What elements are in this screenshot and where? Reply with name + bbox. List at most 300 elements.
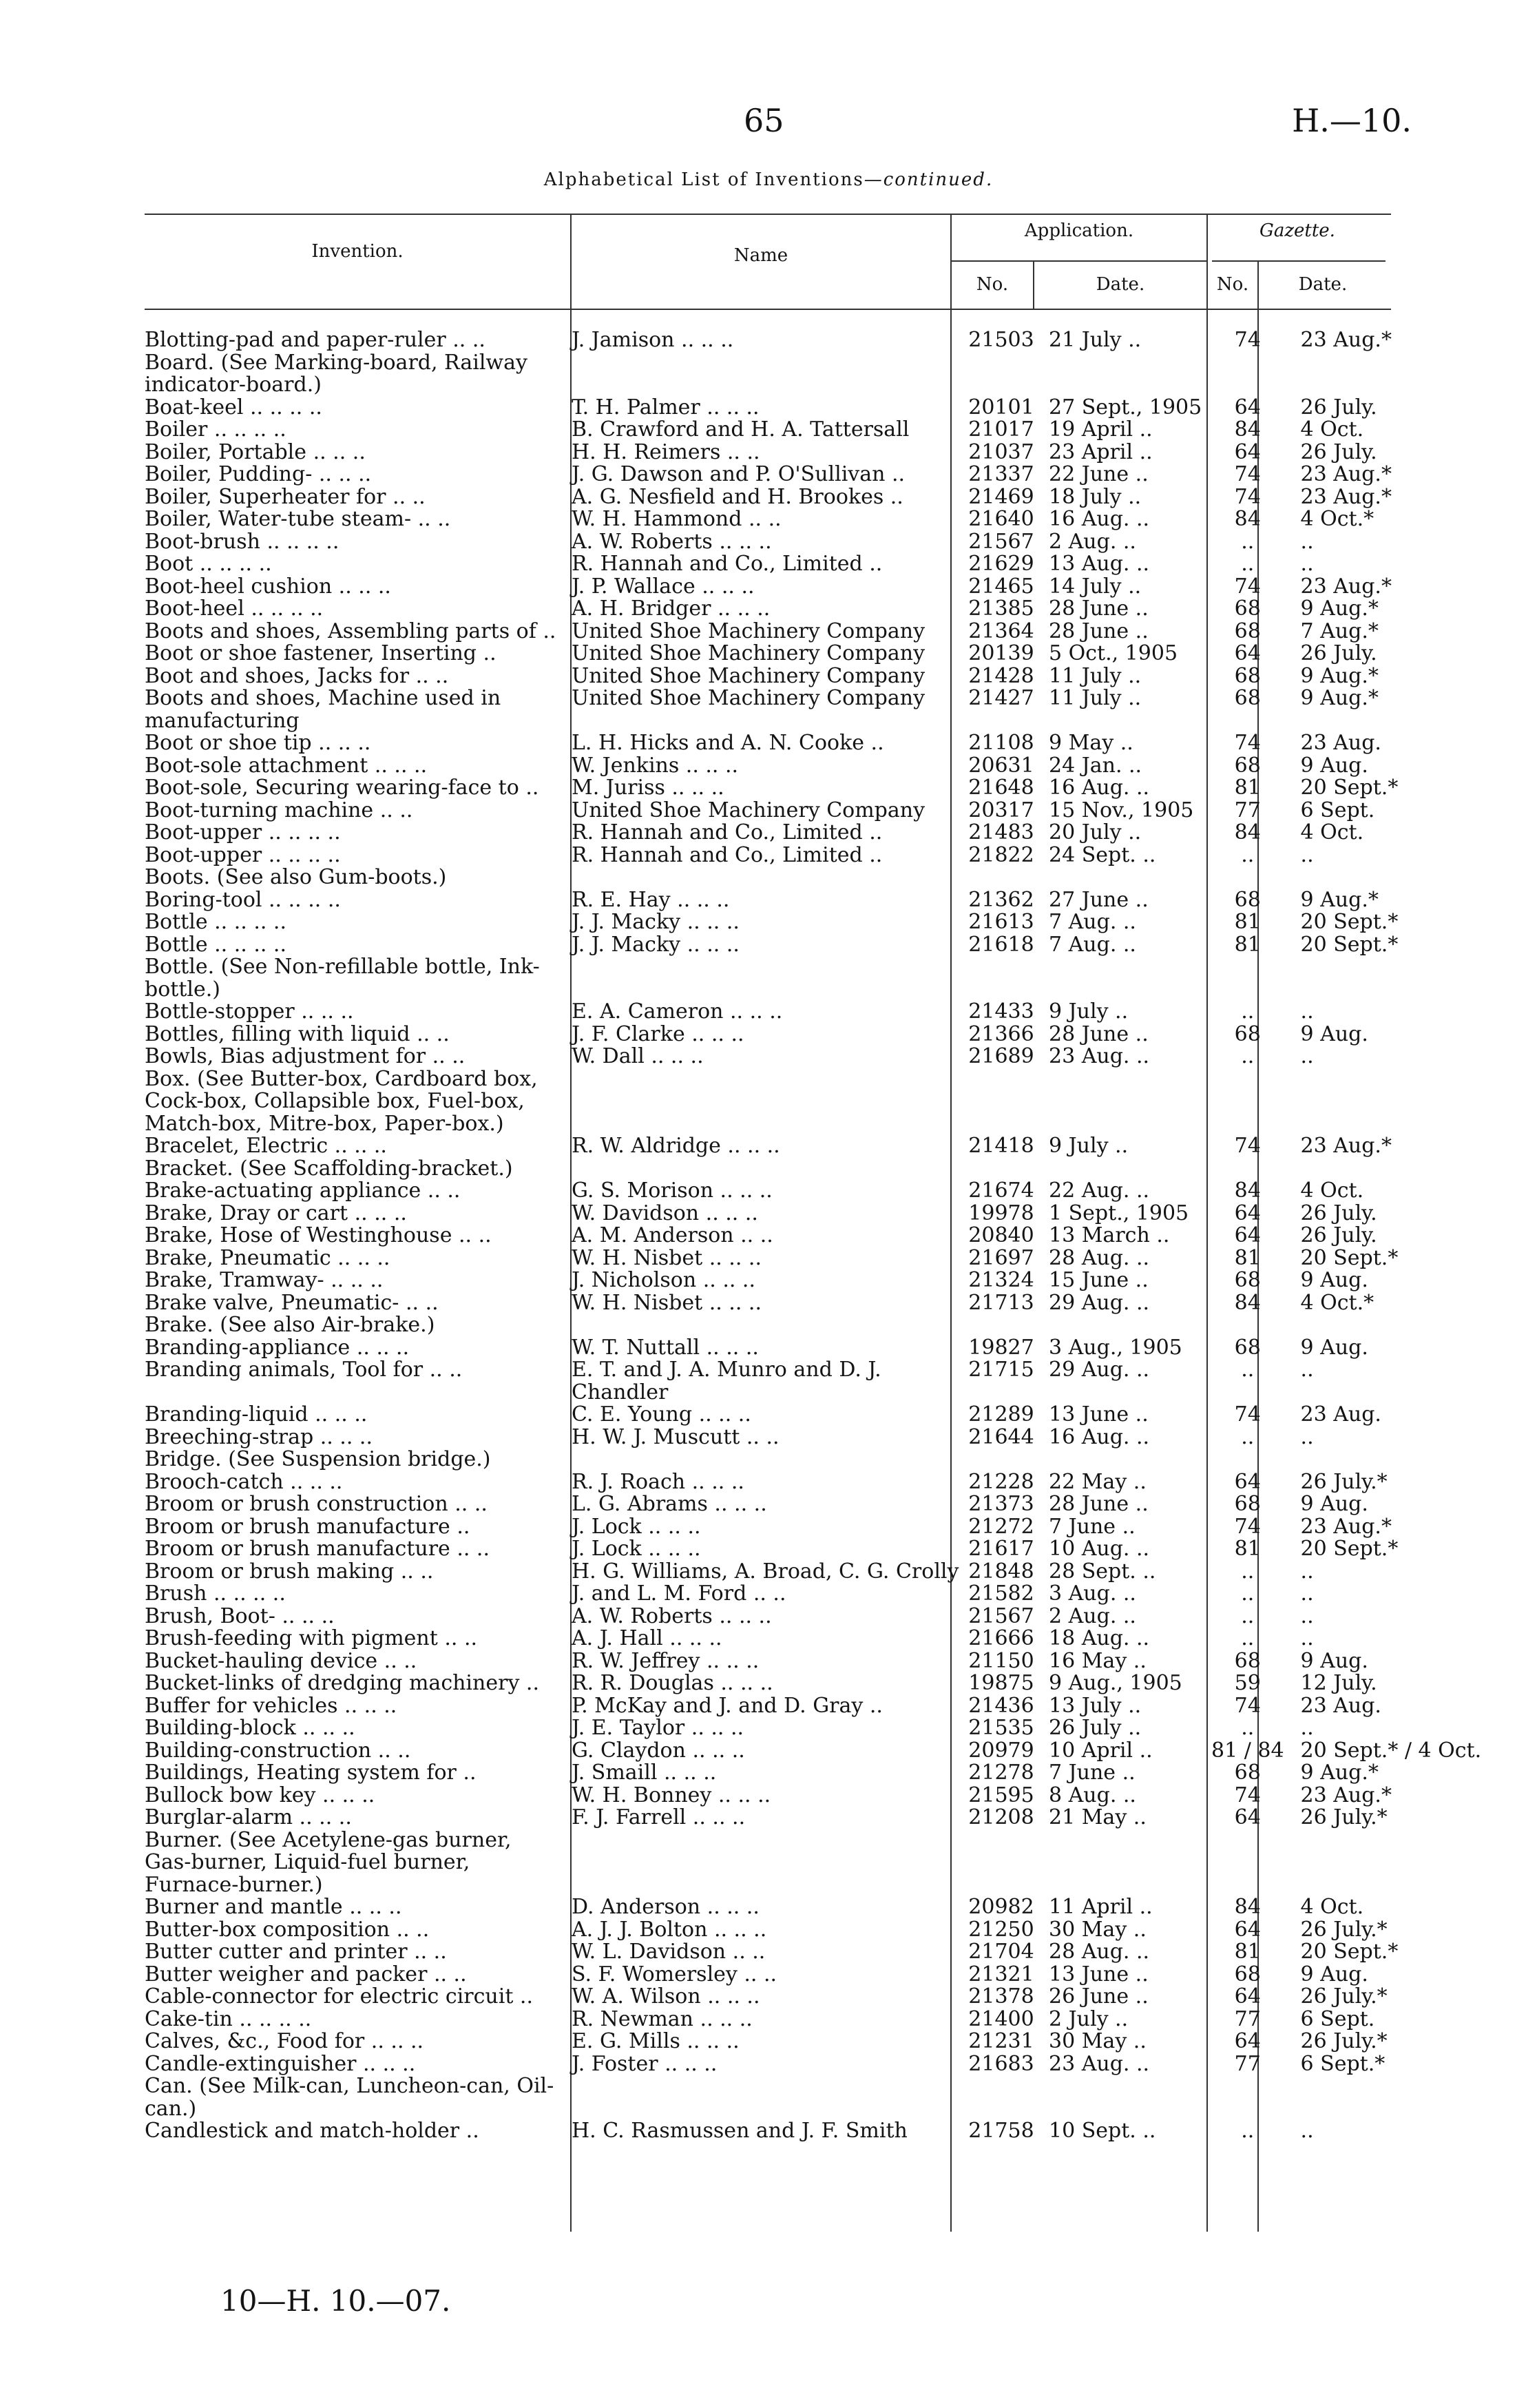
cell-gaz-no (1211, 866, 1284, 889)
cell-inv: Boots and shoes, Machine used in manufacturing (145, 687, 501, 732)
cell-gaz-no: 64 (1234, 2031, 1261, 2053)
cell-gaz-no: .. (1241, 1001, 1255, 1024)
cell-gaz-date: 23 Aug.* (1300, 1784, 1392, 1807)
cell-name: J. F. Clarke .. .. .. (572, 1023, 744, 1046)
cell-inv: Boring-tool .. .. .. .. (145, 889, 341, 911)
cell-gaz-date: 9 Aug.* (1300, 1762, 1379, 1785)
cell-gaz-no: 84 (1234, 508, 1261, 531)
cell-name (562, 1829, 961, 1897)
cell-app-no: 21037 (968, 441, 1034, 464)
cell-gaz-no: 74 (1234, 575, 1261, 598)
cell-inv: Breeching-strap .. .. .. (145, 1426, 373, 1449)
cell-inv: Bottle .. .. .. .. (145, 933, 287, 956)
cell-gaz-no: 64 (1234, 396, 1261, 419)
cell-inv: Boot-heel cushion .. .. .. (145, 575, 391, 598)
cell-inv: Brake, Pneumatic .. .. .. (145, 1247, 390, 1269)
cell-gaz-date: 20 Sept.* (1300, 911, 1399, 934)
cell-inv: Broom or brush making .. .. (145, 1560, 434, 1583)
cell-inv: Burner and mantle .. .. .. (145, 1896, 402, 1919)
title-main: Alphabetical List of Inventions (543, 169, 864, 190)
cell-name (562, 1068, 961, 1136)
cell-gaz-date: 9 Aug.* (1300, 687, 1379, 710)
cell-app-no: 21618 (968, 933, 1034, 956)
document-reference: H.—10. (1292, 102, 1412, 139)
cell-gaz-date: 26 July.* (1300, 1807, 1388, 1829)
cell-app-date: 28 June .. (1049, 1023, 1149, 1046)
cell-name: E. T. and J. A. Munro and D. J. Chandler (572, 1359, 881, 1404)
cell-gaz-no: 68 (1234, 598, 1261, 621)
cell-gaz-no (1211, 1449, 1284, 1471)
cell-name: E. G. Mills .. .. .. (572, 2031, 740, 2053)
cell-app-date: 13 July .. (1049, 1694, 1142, 1717)
cell-gaz-no: 74 (1234, 732, 1261, 755)
cell-name: W. Dall .. .. .. (572, 1046, 704, 1068)
cell-name: United Shoe Machinery Company (572, 643, 926, 665)
cell-name: R. Hannah and Co., Limited .. (572, 553, 883, 576)
col-gazette: Gazette. (1259, 220, 1335, 241)
cell-gaz-no: .. (1241, 2120, 1255, 2143)
cell-app-date: 28 June .. (1049, 598, 1149, 621)
cell-inv: Boot-heel .. .. .. .. (145, 598, 324, 621)
cell-gaz-no: .. (1241, 1560, 1255, 1583)
cell-app-date: 11 April .. (1049, 1896, 1153, 1919)
table-row (145, 1941, 1481, 1964)
cell-inv: Bottles, filling with liquid .. .. (145, 1023, 450, 1046)
cell-gaz-date: 23 Aug.* (1300, 1515, 1392, 1538)
table-row (145, 1292, 1481, 1315)
table-row (145, 397, 1481, 419)
cell-inv: Boot-brush .. .. .. .. (145, 530, 339, 553)
cell-gaz-no: .. (1241, 1583, 1255, 1606)
cell-name: J. Lock .. .. .. (572, 1538, 701, 1561)
cell-app-date: 23 Aug. .. (1049, 1046, 1150, 1068)
cell-app-date: 30 May .. (1049, 2031, 1147, 2053)
table-row (145, 1628, 1481, 1650)
cell-app-date: 28 June .. (1049, 1493, 1149, 1516)
cell-app-no: 21362 (968, 889, 1034, 911)
cell-app-date: 2 Aug. .. (1049, 530, 1136, 553)
cell-gaz-no: 81 (1234, 933, 1261, 956)
cell-app-date: 26 June .. (1049, 1986, 1149, 2009)
cell-app-no: 21208 (968, 1807, 1034, 1829)
cell-gaz-no: 64 (1234, 441, 1261, 464)
cell-name: R. W. Jeffrey .. .. .. (572, 1650, 760, 1672)
cell-gaz-date (1284, 1314, 1482, 1337)
cell-gaz-date: 26 July. (1300, 441, 1377, 464)
cell-gaz-date: .. (1300, 1359, 1314, 1382)
cell-gaz-date: 20 Sept.* (1300, 933, 1399, 956)
cell-gaz-no: 77 (1234, 799, 1261, 822)
cell-gaz-date (1284, 1068, 1482, 1136)
cell-app-no: 21704 (968, 1941, 1034, 1964)
cell-gaz-no: 81 (1234, 777, 1261, 800)
cell-app-date: 15 June .. (1049, 1269, 1149, 1292)
cell-inv: Brake. (See also Air-brake.) (145, 1314, 435, 1337)
cell-app-no: 21337 (968, 464, 1034, 486)
cell-app-no: 21648 (968, 777, 1034, 800)
cell-app-no: 20139 (968, 643, 1034, 665)
cell-app-no: 21697 (968, 1247, 1034, 1269)
cell-app-no: 21231 (968, 2031, 1034, 2053)
cell-name: W. T. Nuttall .. .. .. (572, 1336, 759, 1359)
cell-inv: Candlestick and match-holder .. (145, 2120, 479, 2143)
cell-inv: Brake, Tramway- .. .. .. (145, 1269, 384, 1292)
col-gaz-no: No. (1216, 274, 1249, 295)
cell-inv: Burner. (See Acetylene-gas burner, Gas-burner, Liquid-fuel burner, Furnace-burner.) (145, 1829, 512, 1896)
cell-gaz-date: .. (1300, 1560, 1314, 1583)
cell-gaz-date: .. (1300, 1001, 1314, 1024)
cell-app-date: 9 May .. (1049, 732, 1133, 755)
cell-gaz-date: 26 July.* (1300, 1986, 1388, 2009)
table-row (145, 844, 1481, 867)
cell-app-no: 21644 (968, 1426, 1034, 1449)
cell-inv: Brake valve, Pneumatic- .. .. (145, 1291, 439, 1314)
cell-app-date: 23 Aug. .. (1049, 2053, 1150, 2075)
cell-app-date: 21 May .. (1049, 1807, 1147, 1829)
cell-gaz-date: 9 Aug. (1300, 1963, 1368, 1986)
cell-inv: Boot-sole, Securing wearing-face to .. (145, 777, 539, 800)
cell-name: H. C. Rasmussen and J. F. Smith (572, 2120, 908, 2143)
cell-gaz-no: 68 (1234, 1493, 1261, 1516)
cell-inv: Boot and shoes, Jacks for .. .. (145, 665, 449, 687)
table-row (145, 1247, 1481, 1270)
cell-gaz-date: 20 Sept.* (1300, 1247, 1399, 1269)
cell-gaz-no: .. (1241, 1359, 1255, 1382)
cell-name: L. H. Hicks and A. N. Cooke .. (572, 732, 884, 755)
cell-app-no: 21483 (968, 822, 1034, 844)
cell-gaz-no: 68 (1234, 687, 1261, 710)
cell-name: W. H. Bonney .. .. .. (572, 1784, 771, 1807)
cell-app-no: 20979 (968, 1739, 1034, 1762)
cell-name (562, 1314, 961, 1337)
cell-app-date: 2 Aug. .. (1049, 1605, 1136, 1628)
cell-inv: Boiler, Water-tube steam- .. .. (145, 508, 451, 531)
table-row (145, 1203, 1481, 1225)
cell-name: R. Hannah and Co., Limited .. (572, 844, 883, 866)
table-row (145, 1001, 1481, 1024)
cell-app-date (1042, 956, 1211, 1001)
table-row (145, 442, 1481, 464)
cell-inv: Boiler, Portable .. .. .. (145, 441, 366, 464)
cell-app-date: 16 Aug. .. (1049, 777, 1150, 800)
cell-name: R. Newman .. .. .. (572, 2008, 753, 2031)
page-title (0, 169, 1537, 190)
cell-app-date: 28 Aug. .. (1049, 1247, 1150, 1269)
cell-inv: Boiler .. .. .. .. (145, 419, 286, 442)
cell-name: D. Anderson .. .. .. (572, 1896, 760, 1919)
cell-name: J. and L. M. Ford .. .. (572, 1583, 786, 1606)
table-row (145, 1314, 1481, 1337)
cell-gaz-no: 84 (1234, 822, 1261, 844)
cell-gaz-no: 68 (1234, 665, 1261, 687)
cell-gaz-no: 64 (1234, 1471, 1261, 1493)
cell-app-date: 8 Aug. .. (1049, 1784, 1136, 1807)
cell-gaz-date: 26 July. (1300, 1225, 1377, 1247)
cell-name: M. Juriss .. .. .. (572, 777, 724, 800)
cell-app-no: 19875 (968, 1672, 1034, 1695)
cell-gaz-no: 81 (1234, 1941, 1261, 1964)
table-row (145, 956, 1481, 1001)
table-row (145, 1919, 1481, 1942)
cell-gaz-no: 68 (1234, 1269, 1261, 1292)
table-row (145, 1135, 1481, 1158)
page-number: 65 (744, 102, 784, 139)
cell-app-no: 21567 (968, 1605, 1034, 1628)
cell-gaz-no: 84 (1234, 1291, 1261, 1314)
cell-name: H. W. J. Muscutt .. .. (572, 1426, 780, 1449)
cell-app-no: 21683 (968, 2053, 1034, 2075)
cell-app-date: 9 Aug., 1905 (1049, 1672, 1182, 1695)
cell-name: R. Hannah and Co., Limited .. (572, 822, 883, 844)
table-row (145, 1538, 1481, 1561)
cell-gaz-date: 4 Oct. (1300, 419, 1364, 442)
cell-app-no: 20317 (968, 799, 1034, 822)
cell-app-date: 18 Aug. .. (1049, 1628, 1150, 1650)
cell-gaz-date: 9 Aug. (1300, 1023, 1368, 1046)
col-gaz-date: Date. (1298, 274, 1348, 295)
cell-name: J. J. Macky .. .. .. (572, 933, 740, 956)
cell-app-date: 9 July .. (1049, 1001, 1129, 1024)
cell-name: J. Lock .. .. .. (572, 1515, 701, 1538)
cell-name: F. J. Farrell .. .. .. (572, 1807, 746, 1829)
cell-app-no: 21324 (968, 1269, 1034, 1292)
cell-app-no: 21418 (968, 1135, 1034, 1158)
cell-app-no: 21427 (968, 687, 1034, 710)
inventions-table-body (145, 329, 1481, 2143)
cell-inv: Can. (See Milk-can, Luncheon-can, Oil-can.) (145, 2075, 554, 2120)
cell-gaz-date: .. (1300, 1426, 1314, 1449)
table-row (145, 732, 1481, 755)
cell-inv: Calves, &c., Food for .. .. .. (145, 2031, 424, 2053)
cell-app-date (1042, 1449, 1211, 1471)
col-app-no: No. (976, 274, 1009, 295)
table-row (145, 1404, 1481, 1426)
cell-app-no: 21640 (968, 508, 1034, 531)
table-row (145, 2053, 1481, 2076)
table-row (145, 486, 1481, 509)
table-row (145, 1024, 1481, 1046)
cell-gaz-date: 9 Aug. (1300, 1336, 1368, 1359)
cell-app-date: 3 Aug., 1905 (1049, 1336, 1182, 1359)
table-row (145, 1785, 1481, 1807)
cell-inv: Brake, Hose of Westinghouse .. .. (145, 1225, 492, 1247)
cell-name: H. H. Reimers .. .. (572, 441, 760, 464)
cell-name: J. Foster .. .. .. (572, 2053, 718, 2075)
col-application: Application. (1024, 220, 1134, 241)
cell-app-no: 21400 (968, 2008, 1034, 2031)
cell-name: H. G. Williams, A. Broad, C. G. Crolly (572, 1560, 959, 1583)
table-row (145, 553, 1481, 576)
cell-gaz-no: 74 (1234, 1784, 1261, 1807)
cell-app-no (961, 352, 1042, 397)
cell-inv: Blotting-pad and paper-ruler .. .. (145, 329, 485, 352)
cell-app-date: 24 Sept. .. (1049, 844, 1156, 866)
cell-name: J. Nicholson .. .. .. (572, 1269, 755, 1292)
cell-app-no: 21017 (968, 419, 1034, 442)
cell-app-date (1042, 1829, 1211, 1897)
cell-gaz-no: 84 (1234, 1180, 1261, 1203)
cell-app-date: 19 April .. (1049, 419, 1153, 442)
cell-inv: Bucket-hauling device .. .. (145, 1650, 417, 1672)
cell-gaz-no: 77 (1234, 2053, 1261, 2075)
cell-app-no: 20101 (968, 396, 1034, 419)
cell-name: A. J. Hall .. .. .. (572, 1628, 722, 1650)
cell-app-no: 20982 (968, 1896, 1034, 1919)
cell-gaz-date (1284, 1829, 1482, 1897)
cell-app-no: 21373 (968, 1493, 1034, 1516)
cell-gaz-no: 74 (1234, 1404, 1261, 1426)
table-row (145, 464, 1481, 486)
table-row (145, 2009, 1481, 2031)
cell-inv: Boiler, Pudding- .. .. .. (145, 464, 372, 486)
cell-inv: Boot .. .. .. .. (145, 553, 272, 576)
cell-inv: Bottle .. .. .. .. (145, 911, 287, 934)
cell-gaz-date (1284, 956, 1482, 1001)
table-row (145, 1650, 1481, 1673)
cell-inv: Bucket-links of dredging machinery .. (145, 1672, 540, 1695)
cell-gaz-no: 68 (1234, 1023, 1261, 1046)
cell-gaz-no: .. (1241, 844, 1255, 866)
table-row (145, 508, 1481, 531)
cell-gaz-no: 81 (1234, 1247, 1261, 1269)
cell-gaz-date: .. (1300, 1046, 1314, 1068)
cell-name: R. R. Douglas .. .. .. (572, 1672, 773, 1695)
application-subrule (950, 260, 1206, 262)
cell-gaz-date: .. (1300, 1583, 1314, 1606)
cell-name: A. H. Bridger .. .. .. (572, 598, 771, 621)
cell-name: G. S. Morison .. .. .. (572, 1180, 773, 1203)
cell-app-date (1042, 352, 1211, 397)
cell-gaz-no: 84 (1234, 419, 1261, 442)
cell-name: United Shoe Machinery Company (572, 620, 926, 643)
table-row (145, 755, 1481, 778)
cell-name: R. J. Roach .. .. .. (572, 1471, 744, 1493)
cell-name: A. J. J. Bolton .. .. .. (572, 1918, 767, 1941)
cell-app-no: 21428 (968, 665, 1034, 687)
cell-inv: Boots. (See also Gum-boots.) (145, 866, 447, 889)
table-row (145, 1740, 1481, 1763)
cell-name (562, 1158, 961, 1181)
cell-app-no: 20631 (968, 754, 1034, 777)
cell-name: G. Claydon .. .. .. (572, 1739, 745, 1762)
cell-inv: Boat-keel .. .. .. .. (145, 396, 322, 419)
cell-inv: Boot-sole attachment .. .. .. (145, 754, 428, 777)
cell-inv: Branding-liquid .. .. .. (145, 1404, 368, 1426)
cell-gaz-date: .. (1300, 553, 1314, 576)
cell-inv: Bowls, Bias adjustment for .. .. (145, 1046, 466, 1068)
cell-app-no (961, 1314, 1042, 1337)
table-row (145, 665, 1481, 688)
cell-name: A. G. Nesfield and H. Brookes .. (572, 486, 903, 508)
cell-app-no: 21364 (968, 620, 1034, 643)
table-row (145, 1606, 1481, 1628)
cell-app-date: 7 June .. (1049, 1515, 1136, 1538)
cell-app-date: 2 July .. (1049, 2008, 1129, 2031)
cell-name (562, 866, 961, 889)
cell-app-date: 27 June .. (1049, 889, 1149, 911)
cell-app-no: 21321 (968, 1963, 1034, 1986)
cell-gaz-date: 6 Sept. (1300, 2008, 1375, 2031)
cell-app-date: 1 Sept., 1905 (1049, 1202, 1189, 1225)
cell-gaz-no: 81 (1234, 911, 1261, 934)
cell-gaz-no: 74 (1234, 486, 1261, 508)
table-row (145, 1986, 1481, 2009)
cell-gaz-date (1284, 2075, 1482, 2120)
cell-gaz-no: .. (1241, 1046, 1255, 1068)
cell-app-date: 24 Jan. .. (1049, 754, 1142, 777)
cell-gaz-no: 74 (1234, 1135, 1261, 1158)
cell-app-no: 21595 (968, 1784, 1034, 1807)
cell-gaz-no: 68 (1234, 889, 1261, 911)
table-row (145, 621, 1481, 643)
cell-app-date: 14 July .. (1049, 575, 1142, 598)
cell-name: J. Jamison .. .. .. (572, 329, 734, 352)
cell-gaz-date: 9 Aug. (1300, 754, 1368, 777)
cell-app-date: 11 July .. (1049, 687, 1142, 710)
cell-inv: Brush-feeding with pigment .. .. (145, 1628, 478, 1650)
table-row (145, 1046, 1481, 1068)
footer-signature: 10—H. 10.—07. (220, 2284, 451, 2318)
cell-name: W. L. Davidson .. .. (572, 1941, 766, 1964)
cell-gaz-no: .. (1241, 553, 1255, 576)
cell-inv: Branding animals, Tool for .. .. (145, 1359, 463, 1382)
cell-app-date: 15 Nov., 1905 (1049, 799, 1194, 822)
cell-name (562, 956, 961, 1001)
cell-app-no: 19827 (968, 1336, 1034, 1359)
cell-gaz-no: .. (1241, 530, 1255, 553)
table-row (145, 1493, 1481, 1516)
cell-name: United Shoe Machinery Company (572, 799, 926, 822)
table-row (145, 889, 1481, 912)
cell-name: C. E. Young .. .. .. (572, 1404, 751, 1426)
cell-app-date: 28 Aug. .. (1049, 1941, 1150, 1964)
table-row (145, 1717, 1481, 1740)
cell-name: J. G. Dawson and P. O'Sullivan .. (572, 464, 906, 486)
col-app-date: Date. (1096, 274, 1145, 295)
cell-app-date: 13 Aug. .. (1049, 553, 1150, 576)
cell-gaz-date: 4 Oct.* (1300, 508, 1374, 531)
cell-gaz-date: 9 Aug.* (1300, 665, 1379, 687)
cell-app-no: 21715 (968, 1359, 1034, 1382)
cell-name: W. A. Wilson .. .. .. (572, 1986, 760, 2009)
cell-gaz-no: 81 (1234, 1538, 1261, 1561)
cell-gaz-date: 23 Aug. (1300, 1404, 1381, 1426)
cell-gaz-date: 26 July.* (1300, 1918, 1388, 1941)
cell-name: A. M. Anderson .. .. (572, 1225, 773, 1247)
cell-inv: Burglar-alarm .. .. .. (145, 1807, 352, 1829)
cell-app-no: 21289 (968, 1404, 1034, 1426)
table-row (145, 1695, 1481, 1718)
cell-gaz-date: 9 Aug. (1300, 1269, 1368, 1292)
cell-gaz-date: 4 Oct. (1300, 1180, 1364, 1203)
cell-inv: Bottle-stopper .. .. .. (145, 1001, 354, 1024)
cell-name: W. H. Nisbet .. .. .. (572, 1291, 762, 1314)
table-row (145, 800, 1481, 822)
cell-inv: Broom or brush construction .. .. (145, 1493, 488, 1516)
cell-gaz-no (1211, 1829, 1284, 1897)
cell-gaz-no (1211, 956, 1284, 1001)
cell-app-date: 10 Sept. .. (1049, 2120, 1156, 2143)
cell-inv: Brooch-catch .. .. .. (145, 1471, 343, 1493)
cell-app-date: 18 July .. (1049, 486, 1142, 508)
cell-app-no: 21689 (968, 1046, 1034, 1068)
cell-inv: Boots and shoes, Assembling parts of .. (145, 620, 556, 643)
cell-gaz-date: 23 Aug. (1300, 732, 1381, 755)
cell-gaz-date: 9 Aug.* (1300, 598, 1379, 621)
table-row (145, 1583, 1481, 1606)
cell-inv: Broom or brush manufacture .. (145, 1515, 470, 1538)
cell-gaz-no: 68 (1234, 1650, 1261, 1672)
